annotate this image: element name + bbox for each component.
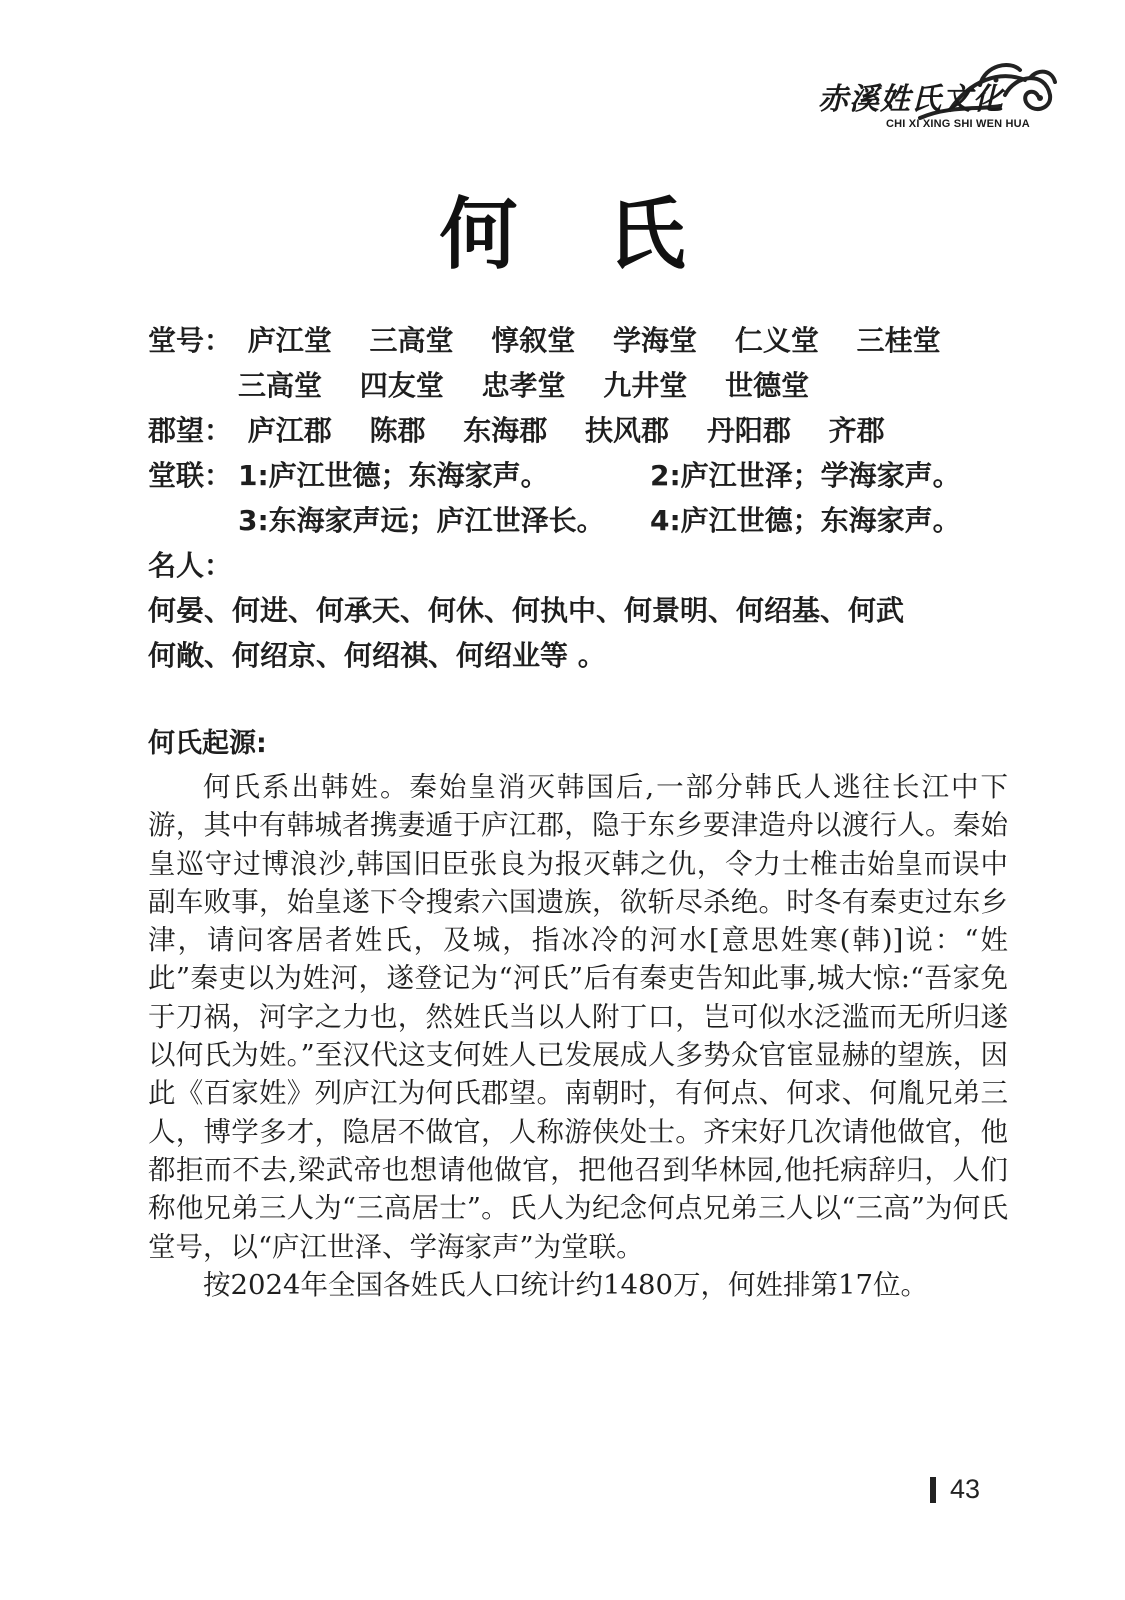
famous-line: 何敞、何绍京、何绍祺、何绍业等 。 [148, 639, 606, 672]
couplet-item: 1:庐江世德；东海家声。 [238, 459, 549, 492]
logo-title: 赤溪姓氏文化 [818, 82, 1004, 117]
hall-name: 学海堂 [613, 324, 698, 357]
couplet-item: 2:庐江世泽；学海家声。 [650, 459, 961, 492]
hall-label: 堂号： [148, 324, 233, 357]
couplet-item: 4:庐江世德；东海家声。 [650, 504, 961, 537]
commandery-name: 陈郡 [369, 414, 426, 447]
commandery-name: 齐郡 [828, 414, 885, 447]
hall-name: 四友堂 [359, 369, 444, 402]
origin-section [148, 720, 1008, 1304]
commandery-name: 东海郡 [463, 414, 548, 447]
commandery-name: 庐江郡 [247, 414, 332, 447]
population-paragraph: 按2024年全国各姓氏人口统计约1480万，何姓排第17位。 [203, 1268, 928, 1301]
hall-name: 三高堂 [238, 369, 323, 402]
page-number [930, 1474, 980, 1505]
couplet-row-2 [148, 498, 1008, 543]
logo-subtitle: CHI XI XING SHI WEN HUA [886, 118, 1030, 130]
famous-line: 何晏、何进、何承天、何休、何执中、何景明、何绍基、何武 [148, 594, 905, 627]
hall-name: 忠孝堂 [481, 369, 566, 402]
commandery-row [148, 408, 1008, 453]
hall-name: 三高堂 [369, 324, 454, 357]
hall-names-row-2 [148, 363, 1008, 408]
hall-names-row [148, 318, 1008, 363]
page-number-text: 43 [950, 1474, 981, 1504]
couplet-label: 堂联： [148, 459, 233, 492]
couplet-item: 3:东海家声远；庐江世泽长。 [238, 504, 605, 537]
famous-label: 名人： [148, 549, 233, 582]
hall-name: 仁义堂 [734, 324, 819, 357]
famous-row [148, 543, 1008, 588]
surname-info [148, 318, 1008, 678]
page-bar-icon [930, 1477, 936, 1503]
page-title: 何氏 [439, 189, 776, 280]
origin-paragraph: 何氏系出韩姓。秦始皇消灭韩国后,一部分韩氏人逃往长江中下游，其中有韩城者携妻遁于庐江郡，隐于东乡要津造舟以渡行人。秦始皇巡守过博浪沙,韩国旧臣张良为报灭韩之仇，令力士椎击始皇而误中副车败事，始皇遂下令搜索六国遗族，欲斩尽杀绝。时冬有秦吏过东乡津，请问客居者姓氏，及城，指冰冷的河水[意思姓寒(韩)]说：“姓此”秦吏以为姓河，遂登记为“河氏”后有秦吏告知此事,城大惊:“吾家免于刀祸，河字之力也，然姓氏当以人附丁口，岂可似水泛滥而无所归遂以何氏为姓。”至汉代这支何姓人已发展成人多势众官宦显赫的望族，因此《百家姓》列庐江为何氏郡望。南朝时，有何点、何求、何胤兄弟三人，博学多才，隐居不做官，人称游侠处士。齐宋好几次请他做官，他都拒而不去,梁武帝也想请他做官，把他召到华林园,他托病辞归，人们称他兄弟三人为“三高居士”。氏人为纪念何点兄弟三人以“三高”为何氏堂号，以“庐江世泽、学海家声”为堂联。 [148, 771, 1008, 1263]
hall-name: 三桂堂 [856, 324, 941, 357]
commandery-name: 丹阳郡 [706, 414, 791, 447]
hall-name: 惇叙堂 [491, 324, 576, 357]
commandery-name: 扶风郡 [585, 414, 670, 447]
hall-name: 世德堂 [725, 369, 810, 402]
hall-name: 九井堂 [603, 369, 688, 402]
commandery-label: 郡望： [148, 414, 233, 447]
origin-heading: 何氏起源: [148, 728, 267, 759]
hall-name: 庐江堂 [247, 324, 332, 357]
couplet-row [148, 453, 1008, 498]
